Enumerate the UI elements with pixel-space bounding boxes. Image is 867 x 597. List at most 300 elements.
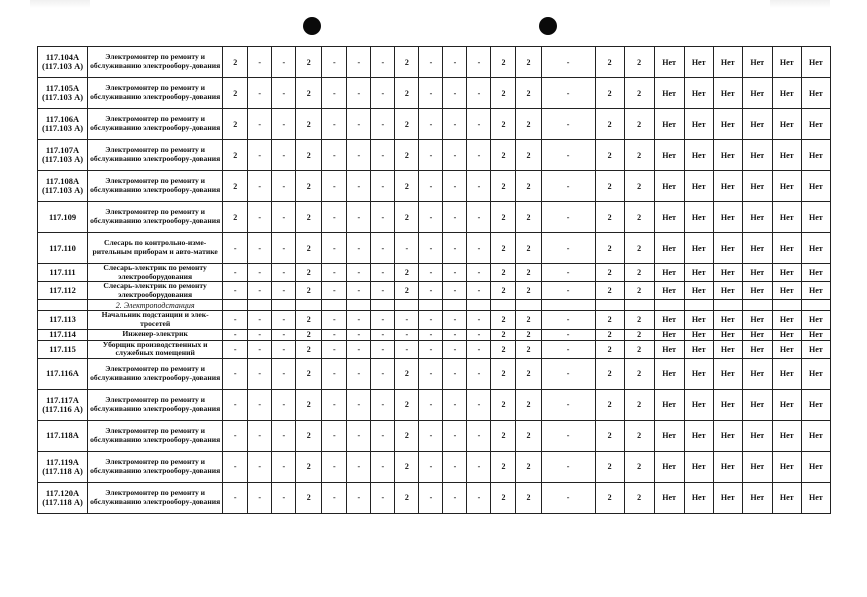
empty-cell	[684, 300, 713, 311]
value-cell: 2	[595, 358, 624, 389]
workplace-assessment-table	[37, 46, 831, 514]
value-cell: -	[541, 311, 595, 329]
row-code: 117.105А (117.103 А)	[38, 78, 88, 109]
table-row	[38, 202, 831, 233]
value-cell: 2	[516, 202, 541, 233]
row-code: 117.119А (117.118 А)	[38, 451, 88, 482]
value-cell: Нет	[742, 482, 772, 513]
value-cell: -	[248, 389, 272, 420]
value-cell: -	[347, 482, 371, 513]
value-cell: -	[395, 311, 419, 329]
value-cell: Нет	[713, 47, 742, 78]
value-cell: -	[443, 358, 467, 389]
value-cell: 2	[491, 282, 516, 300]
value-cell: -	[371, 282, 395, 300]
value-cell: -	[223, 358, 248, 389]
value-cell: 2	[296, 47, 322, 78]
value-cell: -	[322, 78, 347, 109]
value-cell: Нет	[772, 264, 801, 282]
table-row	[38, 78, 831, 109]
value-cell: Нет	[713, 311, 742, 329]
value-cell: -	[419, 482, 443, 513]
value-cell: Нет	[654, 358, 684, 389]
value-cell: -	[248, 282, 272, 300]
value-cell: Нет	[654, 340, 684, 358]
row-code: 117.111	[38, 264, 88, 282]
value-cell: -	[322, 264, 347, 282]
value-cell: Нет	[654, 109, 684, 140]
table-row	[38, 482, 831, 513]
value-cell: -	[248, 171, 272, 202]
value-cell: Нет	[713, 389, 742, 420]
value-cell: -	[371, 171, 395, 202]
value-cell: 2	[595, 282, 624, 300]
table-row	[38, 282, 831, 300]
value-cell: Нет	[684, 140, 713, 171]
value-cell: -	[467, 171, 491, 202]
value-cell: Нет	[772, 171, 801, 202]
value-cell: -	[371, 420, 395, 451]
value-cell: -	[443, 451, 467, 482]
value-cell: 2	[624, 389, 654, 420]
empty-cell	[443, 300, 467, 311]
row-position-name: Электромонтер по ремонту и обслуживанию электрообору-дования	[88, 420, 223, 451]
value-cell: -	[272, 202, 296, 233]
value-cell: Нет	[684, 202, 713, 233]
table-body	[38, 47, 831, 514]
value-cell: Нет	[742, 311, 772, 329]
value-cell: Нет	[713, 329, 742, 340]
value-cell: 2	[516, 340, 541, 358]
value-cell: Нет	[654, 47, 684, 78]
value-cell: Нет	[684, 358, 713, 389]
value-cell: 2	[516, 311, 541, 329]
empty-cell	[516, 300, 541, 311]
value-cell: 2	[491, 233, 516, 264]
row-code: 117.120А (117.118 А)	[38, 482, 88, 513]
value-cell: Нет	[742, 109, 772, 140]
value-cell: 2	[624, 451, 654, 482]
value-cell: Нет	[684, 282, 713, 300]
value-cell: Нет	[801, 389, 830, 420]
value-cell: 2	[595, 78, 624, 109]
empty-cell	[248, 300, 272, 311]
value-cell: 2	[296, 451, 322, 482]
value-cell: -	[223, 420, 248, 451]
value-cell: 2	[491, 329, 516, 340]
empty-cell	[371, 300, 395, 311]
value-cell: Нет	[684, 78, 713, 109]
value-cell: 2	[395, 482, 419, 513]
value-cell: -	[419, 202, 443, 233]
value-cell: -	[467, 340, 491, 358]
value-cell: -	[223, 340, 248, 358]
value-cell: 2	[516, 171, 541, 202]
value-cell: 2	[491, 202, 516, 233]
value-cell: Нет	[742, 264, 772, 282]
value-cell: -	[443, 420, 467, 451]
value-cell: 2	[395, 389, 419, 420]
value-cell: -	[272, 233, 296, 264]
value-cell: Нет	[772, 78, 801, 109]
value-cell: 2	[491, 358, 516, 389]
value-cell: -	[541, 451, 595, 482]
value-cell: -	[223, 389, 248, 420]
value-cell: 2	[491, 340, 516, 358]
value-cell: 2	[395, 140, 419, 171]
table-row	[38, 340, 831, 358]
value-cell: -	[248, 202, 272, 233]
row-position-name: Электромонтер по ремонту и обслуживанию электрообору-дования	[88, 202, 223, 233]
value-cell: Нет	[772, 47, 801, 78]
table-row	[38, 109, 831, 140]
value-cell: -	[272, 171, 296, 202]
value-cell: -	[322, 329, 347, 340]
row-position-name: Электромонтер по ремонту и обслуживанию электрообору-дования	[88, 171, 223, 202]
value-cell: 2	[624, 78, 654, 109]
value-cell: -	[272, 340, 296, 358]
value-cell: -	[371, 109, 395, 140]
value-cell: Нет	[772, 451, 801, 482]
value-cell: -	[419, 389, 443, 420]
value-cell: Нет	[801, 340, 830, 358]
value-cell: Нет	[654, 264, 684, 282]
value-cell: Нет	[772, 109, 801, 140]
value-cell: 2	[624, 47, 654, 78]
value-cell: 2	[296, 264, 322, 282]
value-cell: 2	[624, 340, 654, 358]
table-row	[38, 171, 831, 202]
value-cell: -	[272, 482, 296, 513]
empty-cell	[742, 300, 772, 311]
value-cell: -	[322, 171, 347, 202]
value-cell: -	[272, 78, 296, 109]
row-position-name: Слесарь-электрик по ремонту электрооборудования	[88, 282, 223, 300]
value-cell: 2	[223, 171, 248, 202]
value-cell: Нет	[801, 329, 830, 340]
value-cell: 2	[296, 482, 322, 513]
value-cell: -	[443, 311, 467, 329]
value-cell: 2	[516, 47, 541, 78]
value-cell: 2	[624, 171, 654, 202]
value-cell: -	[272, 282, 296, 300]
value-cell: -	[467, 264, 491, 282]
value-cell: Нет	[772, 233, 801, 264]
value-cell: Нет	[801, 47, 830, 78]
value-cell: Нет	[684, 264, 713, 282]
value-cell: Нет	[713, 340, 742, 358]
value-cell: -	[467, 282, 491, 300]
value-cell: 2	[595, 482, 624, 513]
value-cell: -	[272, 140, 296, 171]
value-cell: Нет	[742, 451, 772, 482]
value-cell: -	[248, 340, 272, 358]
value-cell: 2	[223, 140, 248, 171]
value-cell: 2	[516, 389, 541, 420]
value-cell: 2	[296, 329, 322, 340]
section-row	[38, 300, 831, 311]
value-cell: 2	[516, 420, 541, 451]
value-cell: Нет	[801, 311, 830, 329]
value-cell: -	[322, 311, 347, 329]
value-cell: -	[371, 329, 395, 340]
value-cell: 2	[296, 358, 322, 389]
value-cell: -	[272, 358, 296, 389]
value-cell: Нет	[713, 358, 742, 389]
row-code: 117.112	[38, 282, 88, 300]
row-code: 117.110	[38, 233, 88, 264]
value-cell: -	[419, 140, 443, 171]
value-cell: 2	[516, 140, 541, 171]
value-cell: Нет	[654, 233, 684, 264]
value-cell: 2	[624, 233, 654, 264]
value-cell: 2	[624, 311, 654, 329]
value-cell: Нет	[742, 358, 772, 389]
empty-cell	[491, 300, 516, 311]
table-row	[38, 140, 831, 171]
value-cell: -	[322, 451, 347, 482]
value-cell: -	[248, 109, 272, 140]
value-cell: 2	[624, 264, 654, 282]
value-cell: Нет	[684, 482, 713, 513]
value-cell: 2	[595, 171, 624, 202]
value-cell: -	[347, 329, 371, 340]
value-cell: -	[467, 329, 491, 340]
empty-cell	[467, 300, 491, 311]
row-code: 117.113	[38, 311, 88, 329]
value-cell: -	[223, 264, 248, 282]
value-cell: 2	[491, 482, 516, 513]
value-cell: 2	[296, 389, 322, 420]
value-cell: -	[223, 311, 248, 329]
value-cell: -	[395, 329, 419, 340]
row-position-name: Электромонтер по ремонту и обслуживанию электрообору-дования	[88, 140, 223, 171]
value-cell: 2	[516, 482, 541, 513]
value-cell: 2	[395, 358, 419, 389]
value-cell: Нет	[654, 420, 684, 451]
value-cell: Нет	[684, 311, 713, 329]
value-cell: -	[467, 140, 491, 171]
value-cell: -	[541, 340, 595, 358]
value-cell: 2	[395, 47, 419, 78]
value-cell: -	[272, 389, 296, 420]
value-cell: Нет	[654, 282, 684, 300]
value-cell: Нет	[654, 329, 684, 340]
value-cell: -	[371, 482, 395, 513]
value-cell: -	[467, 482, 491, 513]
value-cell: Нет	[742, 282, 772, 300]
value-cell: Нет	[654, 311, 684, 329]
value-cell: -	[443, 389, 467, 420]
value-cell: -	[467, 202, 491, 233]
value-cell: Нет	[801, 171, 830, 202]
value-cell: -	[419, 282, 443, 300]
value-cell: -	[371, 358, 395, 389]
value-cell: -	[541, 358, 595, 389]
value-cell: -	[443, 171, 467, 202]
punch-hole-right	[539, 17, 557, 35]
value-cell: -	[467, 311, 491, 329]
value-cell: -	[322, 340, 347, 358]
row-position-name: Электромонтер по ремонту и обслуживанию электрообору-дования	[88, 482, 223, 513]
value-cell: 2	[296, 233, 322, 264]
value-cell: -	[371, 78, 395, 109]
value-cell: 2	[516, 78, 541, 109]
value-cell: 2	[595, 140, 624, 171]
row-position-name: Электромонтер по ремонту и обслуживанию электрообору-дования	[88, 451, 223, 482]
value-cell: Нет	[772, 140, 801, 171]
value-cell: -	[419, 171, 443, 202]
value-cell: Нет	[801, 202, 830, 233]
value-cell: -	[347, 47, 371, 78]
value-cell: 2	[296, 140, 322, 171]
value-cell: 2	[223, 202, 248, 233]
value-cell: -	[371, 202, 395, 233]
value-cell: 2	[595, 233, 624, 264]
value-cell: 2	[595, 109, 624, 140]
value-cell: Нет	[684, 329, 713, 340]
row-position-name: Электромонтер по ремонту и обслуживанию электрообору-дования	[88, 78, 223, 109]
value-cell: Нет	[713, 233, 742, 264]
value-cell: 2	[395, 202, 419, 233]
value-cell: -	[248, 420, 272, 451]
value-cell: 2	[595, 329, 624, 340]
value-cell: -	[248, 311, 272, 329]
value-cell: Нет	[772, 482, 801, 513]
scan-smudge-left	[30, 0, 90, 8]
value-cell: -	[322, 140, 347, 171]
value-cell: -	[443, 78, 467, 109]
value-cell: Нет	[713, 109, 742, 140]
row-position-name: Электромонтер по ремонту и обслуживанию электрообору-дования	[88, 109, 223, 140]
value-cell: 2	[491, 420, 516, 451]
value-cell: 2	[516, 358, 541, 389]
value-cell: -	[541, 482, 595, 513]
value-cell: Нет	[654, 482, 684, 513]
value-cell: -	[541, 78, 595, 109]
value-cell: Нет	[684, 389, 713, 420]
value-cell: -	[347, 340, 371, 358]
empty-cell	[801, 300, 830, 311]
row-position-name: Слесарь по контрольно-изме-рительным приборам и авто-матике	[88, 233, 223, 264]
value-cell: -	[443, 47, 467, 78]
value-cell: -	[347, 420, 371, 451]
value-cell: -	[272, 47, 296, 78]
value-cell: -	[272, 109, 296, 140]
value-cell: -	[541, 202, 595, 233]
value-cell: -	[322, 420, 347, 451]
value-cell: Нет	[654, 140, 684, 171]
value-cell: -	[371, 233, 395, 264]
value-cell: -	[443, 264, 467, 282]
value-cell: Нет	[713, 282, 742, 300]
value-cell: Нет	[772, 420, 801, 451]
value-cell: 2	[223, 47, 248, 78]
value-cell: 2	[491, 78, 516, 109]
value-cell: -	[322, 358, 347, 389]
value-cell: Нет	[684, 420, 713, 451]
value-cell: -	[419, 264, 443, 282]
value-cell: Нет	[742, 140, 772, 171]
value-cell: Нет	[684, 109, 713, 140]
value-cell: 2	[491, 140, 516, 171]
value-cell: 2	[516, 109, 541, 140]
table-row	[38, 389, 831, 420]
value-cell: 2	[296, 420, 322, 451]
value-cell: -	[347, 233, 371, 264]
value-cell: -	[371, 451, 395, 482]
value-cell: Нет	[684, 451, 713, 482]
empty-cell	[624, 300, 654, 311]
value-cell: -	[419, 451, 443, 482]
value-cell: 2	[516, 329, 541, 340]
value-cell: -	[272, 451, 296, 482]
value-cell: -	[248, 140, 272, 171]
value-cell: Нет	[772, 202, 801, 233]
value-cell: -	[223, 282, 248, 300]
value-cell: 2	[624, 420, 654, 451]
value-cell: 2	[516, 233, 541, 264]
value-cell: 2	[491, 311, 516, 329]
value-cell: 2	[296, 202, 322, 233]
value-cell: -	[419, 109, 443, 140]
row-code: 117.108А (117.103 А)	[38, 171, 88, 202]
value-cell: 2	[223, 78, 248, 109]
value-cell: 2	[491, 109, 516, 140]
value-cell: Нет	[801, 282, 830, 300]
value-cell: -	[347, 358, 371, 389]
value-cell: -	[347, 171, 371, 202]
value-cell: 2	[624, 358, 654, 389]
row-position-name: Электромонтер по ремонту и обслуживанию электрообору-дования	[88, 358, 223, 389]
value-cell: 2	[296, 78, 322, 109]
value-cell: -	[467, 78, 491, 109]
value-cell: Нет	[654, 451, 684, 482]
value-cell: -	[347, 202, 371, 233]
row-position-name: Электромонтер по ремонту и обслуживанию электрообору-дования	[88, 47, 223, 78]
value-cell: -	[347, 451, 371, 482]
row-code: 117.107А (117.103 А)	[38, 140, 88, 171]
value-cell: Нет	[742, 329, 772, 340]
row-code: 117.114	[38, 329, 88, 340]
row-position-name: Слесарь-электрик по ремонту электрооборудования	[88, 264, 223, 282]
value-cell: -	[541, 282, 595, 300]
value-cell: Нет	[684, 171, 713, 202]
row-code: 117.118А	[38, 420, 88, 451]
value-cell: -	[272, 420, 296, 451]
table-row	[38, 233, 831, 264]
value-cell: -	[322, 233, 347, 264]
value-cell: -	[443, 202, 467, 233]
value-cell: Нет	[801, 78, 830, 109]
value-cell: 2	[395, 264, 419, 282]
value-cell: -	[467, 358, 491, 389]
value-cell: Нет	[801, 233, 830, 264]
value-cell: Нет	[742, 420, 772, 451]
row-code: 117.109	[38, 202, 88, 233]
empty-cell	[713, 300, 742, 311]
value-cell: -	[248, 233, 272, 264]
value-cell: 2	[395, 78, 419, 109]
value-cell: -	[419, 420, 443, 451]
scan-smudge-right	[770, 0, 830, 8]
value-cell: 2	[395, 282, 419, 300]
row-code: 117.115	[38, 340, 88, 358]
value-cell: -	[443, 233, 467, 264]
value-cell: -	[541, 233, 595, 264]
value-cell: -	[272, 264, 296, 282]
value-cell: 2	[595, 202, 624, 233]
